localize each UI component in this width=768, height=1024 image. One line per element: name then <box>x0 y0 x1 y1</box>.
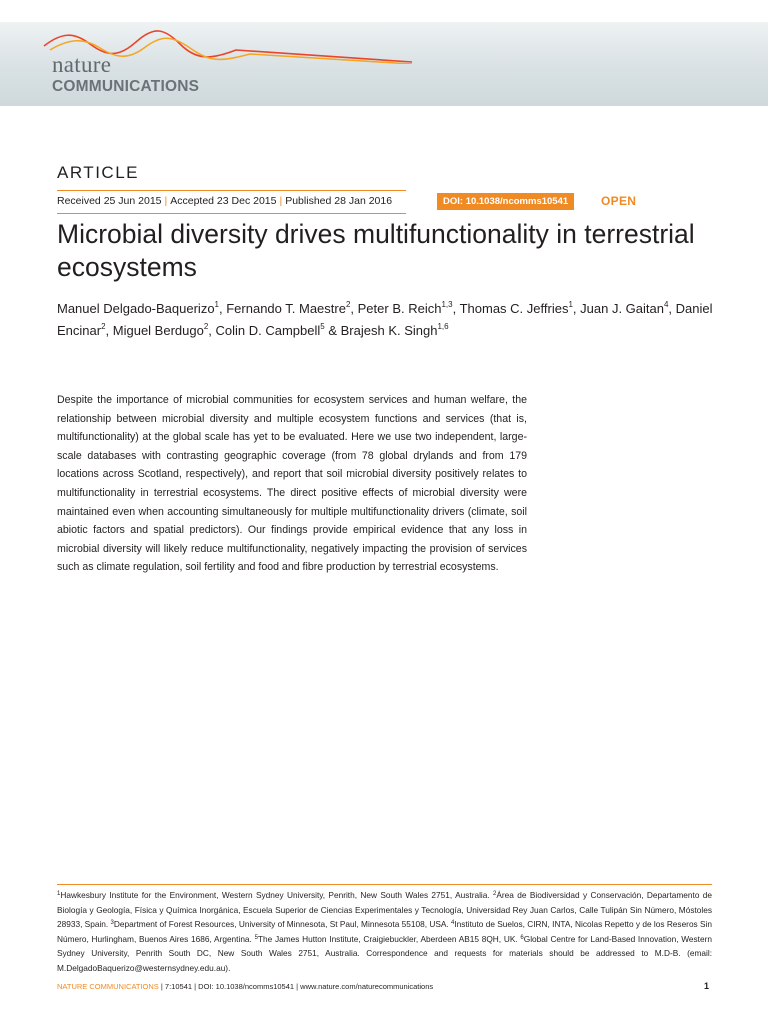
affiliations <box>57 888 712 976</box>
affiliation-number: 6 <box>520 934 524 941</box>
author-separator: , <box>208 323 216 338</box>
affiliation-text: Área de Biodiversidad y Conservación, Departamento de Biología y Geología, Física y Química Inorgánica, Escuela Superior de Ciencias Experimentales y Tecnología, Universidad Rey Juan Carlos, Calle Tulipán Sin Número, Móstoles 28933, Spain. <box>57 890 713 930</box>
affiliation-number: 5 <box>254 934 258 941</box>
affiliation-number: 2 <box>493 891 497 897</box>
author-affiliation-mark: 5 <box>320 322 325 331</box>
author-affiliation-mark: 2 <box>345 300 351 309</box>
journal-logo-communications: COMMUNICATIONS <box>52 78 200 95</box>
footer-journal: NATURE COMMUNICATIONS <box>57 982 159 991</box>
date-separator: | <box>279 195 283 207</box>
author-name: Peter B. Reich <box>357 301 442 316</box>
accepted-date: Accepted 23 Dec 2015 <box>170 195 277 207</box>
author-affiliation-mark: 1,3 <box>441 300 453 309</box>
page-footer <box>57 982 433 991</box>
author-name: Daniel Encinar <box>57 301 713 338</box>
page-number: 1 <box>704 981 710 991</box>
doi-badge[interactable]: DOI: 10.1038/ncomms10541 <box>437 193 574 210</box>
affiliation-number: 3 <box>110 920 114 927</box>
author-affiliation-mark: 2 <box>101 322 106 331</box>
author-separator: , <box>452 301 460 316</box>
author-name: Thomas C. Jeffries <box>459 301 569 316</box>
author-separator: , <box>105 323 113 338</box>
author-name: Juan J. Gaitan <box>580 301 664 316</box>
author-name: Colin D. Campbell <box>215 323 321 338</box>
received-date: Received 25 Jun 2015 <box>57 195 162 207</box>
open-access-label: OPEN <box>601 194 637 208</box>
author-separator: , <box>219 301 227 316</box>
affiliation-text: Hawkesbury Institute for the Environment, Western Sydney University, Penrith, New South Wales 2751, Australia. <box>60 890 494 900</box>
author-name: Miguel Berdugo <box>112 323 204 338</box>
affiliation-text: Instituto de Suelos, CIRN, INTA, Nicolas Repetto y de los Reseros Sin Número, Hurlingham, Buenos Aires 1686, Argentina. <box>57 919 713 944</box>
journal-banner <box>0 22 768 106</box>
article-title: Microbial diversity drives multifunctionality in terrestrial ecosystems <box>57 219 695 282</box>
published-date: Published 28 Jan 2016 <box>285 195 393 207</box>
affiliations-rule <box>57 884 712 885</box>
author-separator: , <box>572 301 581 316</box>
author-name: Manuel Delgado-Baquerizo <box>57 301 215 316</box>
author-name: Brajesh K. Singh <box>340 323 438 338</box>
author-list <box>57 298 717 342</box>
date-separator: | <box>164 195 168 207</box>
author-separator: , <box>668 301 676 316</box>
affiliation-number: 4 <box>451 920 455 927</box>
author-affiliation-mark: 4 <box>663 300 669 309</box>
author-name: Fernando T. Maestre <box>226 301 346 316</box>
author-separator: & <box>324 323 341 338</box>
article-type-label: ARTICLE <box>57 163 139 182</box>
affiliation-text: Department of Forest Resources, University of Minnesota, St Paul, Minnesota 55108, USA. <box>113 919 452 930</box>
affiliation-text: Global Centre for Land-Based Innovation, Western Sydney University, Penrith South DC, New South Wales 2751, Australia. <box>57 933 712 959</box>
author-affiliation-mark: 1,6 <box>437 322 449 331</box>
author-affiliation-mark: 1 <box>568 300 573 309</box>
affiliation-number: 1 <box>57 891 61 897</box>
footer-citation: | 7:10541 | DOI: 10.1038/ncomms10541 | www.nature.com/naturecommunications <box>158 982 434 991</box>
abstract: Despite the importance of microbial communities for ecosystem services and human welfare, the relationship between microbial diversity and multiple ecosystem functions and services (that is, multifunctionality) at the global scale has yet to be evaluated. Here we use two independent, large-scale databases with contrasting geographic coverage (from 78 global drylands and from 179 locations across Scotland, respectively), and report that soil microbial diversity positively relates to multifunctionality in terrestrial ecosystems. The direct positive effects of microbial diversity were maintained even when accounting simultaneously for multiple multifunctionality drivers (climate, soil abiotic factors and spatial predictors). Our findings provide empirical evidence that any loss in microbial diversity will likely reduce multifunctionality, negatively impacting the provision of services such as climate regulation, soil fertility and food and fibre production by terrestrial ecosystems. <box>57 394 527 574</box>
correspondence-note: Correspondence and requests for materials should be addressed to M.D-B. (email: M.DelgadoBaquerizo@westernsydney.edu.au). <box>57 948 713 973</box>
author-affiliation-mark: 1 <box>214 300 219 309</box>
journal-logo-nature: nature <box>52 52 112 77</box>
affiliation-text: The James Hutton Institute, Craigiebuckler, Aberdeen AB15 8QH, UK. <box>257 933 521 944</box>
article-dates <box>57 195 392 207</box>
author-separator: , <box>350 301 358 316</box>
author-affiliation-mark: 2 <box>203 322 209 331</box>
